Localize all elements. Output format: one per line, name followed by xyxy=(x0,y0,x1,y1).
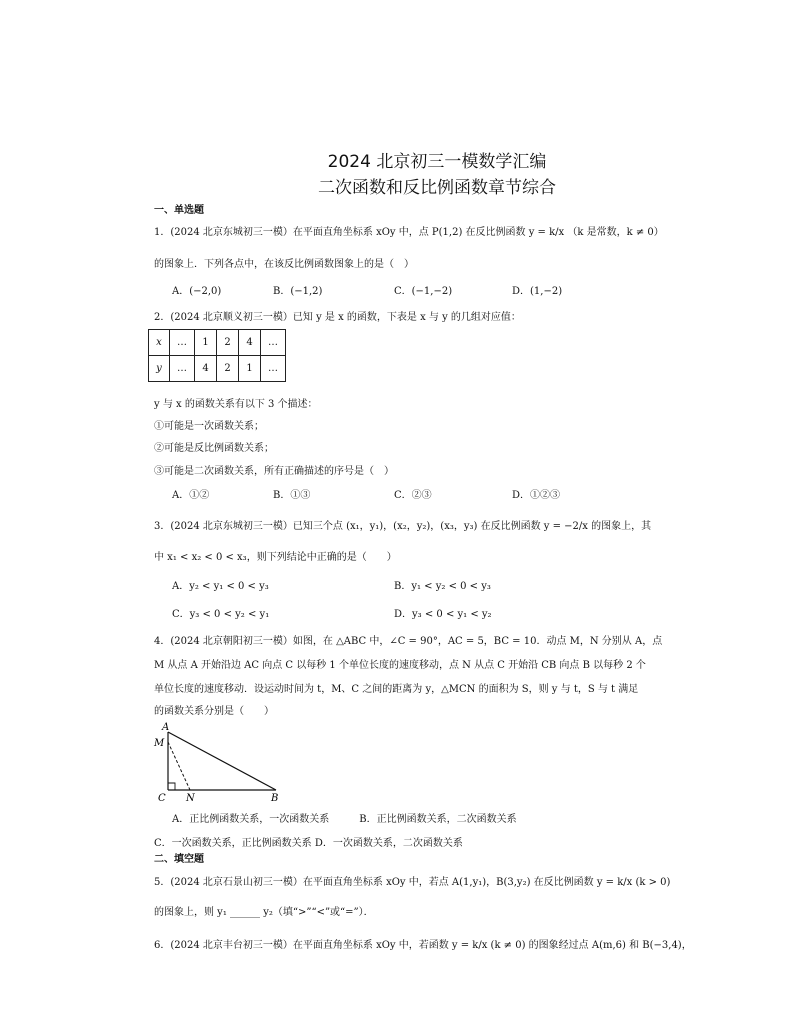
page-title: 2024 北京初三一模数学汇编 xyxy=(327,152,547,172)
label-n: N xyxy=(186,793,195,802)
q1-stem: 1．(2024 北京东城初三一模）在平面直角坐标系 xOy 中，点 P(1,2) 在反比例函数 y = k/x （k 是常数，k ≠ 0） xyxy=(154,227,664,238)
q5-stem-cont: 的图象上，则 y₁ ______ y₂（填“>”“<”或“=”）． xyxy=(154,907,374,918)
q3-option-b: B．y₁ < y₂ < 0 < y₃ xyxy=(394,581,491,592)
table-cell: … xyxy=(261,330,286,356)
right-angle-mark xyxy=(168,783,175,790)
table-cell: … xyxy=(261,356,286,382)
q2-option-b: B．①③ xyxy=(273,490,311,501)
label-m: M xyxy=(154,738,165,749)
q3-stem: 3．(2024 北京东城初三一模）已知三个点 (x₁，y₁)，(x₂，y₂)，(x₃，y₃) 在反比例函数 y = −2/x 的图象上，其 xyxy=(154,521,652,532)
q2-item-1: ①可能是一次函数关系； xyxy=(154,421,264,432)
q2-value-table xyxy=(148,329,286,382)
table-cell: 2 xyxy=(217,356,239,382)
q2-option-a: A．①② xyxy=(172,490,210,501)
section-heading-fill-blank: 二、填空题 xyxy=(154,854,204,865)
q3-option-d: D．y₃ < 0 < y₁ < y₂ xyxy=(394,609,492,620)
side-ab xyxy=(168,732,276,790)
q4-triangle-figure xyxy=(152,720,292,802)
q6-stem: 6．(2024 北京丰台初三一模）在平面直角坐标系 xOy 中，若函数 y = k/x (k ≠ 0) 的图象经过点 A(m,6) 和 B(−3,4)， xyxy=(154,940,692,951)
table-cell: 4 xyxy=(239,330,261,356)
q2-stem: 2．(2024 北京顺义初三一模）已知 y 是 x 的函数，下表是 x 与 y 的几组对应值： xyxy=(154,312,521,323)
q4-stem-line-2: M 从点 A 开始沿边 AC 向点 C 以每秒 1 个单位长度的速度移动，点 N 从点 C 开始沿 CB 向点 B 以每秒 2 个 xyxy=(154,660,646,671)
q2-item-2: ②可能是反比例函数关系； xyxy=(154,443,274,454)
table-cell: … xyxy=(170,356,195,382)
q3-option-a: A．y₂ < y₁ < 0 < y₃ xyxy=(172,581,269,592)
q3-option-c: C．y₃ < 0 < y₂ < y₁ xyxy=(172,609,270,620)
label-a: A xyxy=(162,722,170,733)
section-heading-single-choice: 一、单选题 xyxy=(154,205,204,216)
q1-stem-cont: 的图象上．下列各点中，在该反比例函数图象上的是（ ） xyxy=(154,259,414,270)
table-row xyxy=(149,330,286,356)
q4-stem-line-4: 的函数关系分别是（ ） xyxy=(154,706,274,717)
table-cell: 2 xyxy=(217,330,239,356)
label-b: B xyxy=(271,793,279,802)
q2-option-d: D．①②③ xyxy=(512,490,561,501)
q2-item-3: ③可能是二次函数关系，所有正确描述的序号是（ ） xyxy=(154,466,394,477)
table-row xyxy=(149,356,286,382)
q1-option-c: C．(−1,−2) xyxy=(394,286,453,297)
q4-stem-line-1: 4．(2024 北京朝阳初三一模）如图，在 △ABC 中，∠C = 90°，AC = 5，BC = 10．动点 M，N 分别从 A，点 xyxy=(154,636,663,647)
q2-description: y 与 x 的函数关系有以下 3 个描述： xyxy=(154,399,318,410)
table-cell: y xyxy=(149,356,170,382)
q2-option-c: C．②③ xyxy=(394,490,432,501)
page-subtitle: 二次函数和反比例函数章节综合 xyxy=(318,178,556,198)
q1-option-a: A．(−2,0) xyxy=(172,286,222,297)
q5-stem: 5．(2024 北京石景山初三一模）在平面直角坐标系 xOy 中，若点 A(1,y₁)，B(3,y₂) 在反比例函数 y = k/x (k > 0) xyxy=(154,877,671,888)
table-cell: 4 xyxy=(195,356,217,382)
q3-stem-cont: 中 x₁ < x₂ < 0 < x₃，则下列结论中正确的是（ ） xyxy=(154,552,397,563)
q1-option-b: B．(−1,2) xyxy=(273,286,323,297)
q4-options-line-1: A．正比例函数关系，一次函数关系 B．正比例函数关系，二次函数关系 xyxy=(172,814,517,825)
table-cell: x xyxy=(149,330,170,356)
q4-options-line-2: C．一次函数关系，正比例函数关系 D．一次函数关系，二次函数关系 xyxy=(154,838,463,849)
table-cell: 1 xyxy=(195,330,217,356)
q1-option-d: D．(1,−2) xyxy=(512,286,563,297)
q4-stem-line-3: 单位长度的速度移动．设运动时间为 t，M、C 之间的距离为 y，△MCN 的面积为 S，则 y 与 t，S 与 t 满足 xyxy=(154,684,639,695)
label-c: C xyxy=(158,793,166,802)
table-cell: … xyxy=(170,330,195,356)
table-cell: 1 xyxy=(239,356,261,382)
